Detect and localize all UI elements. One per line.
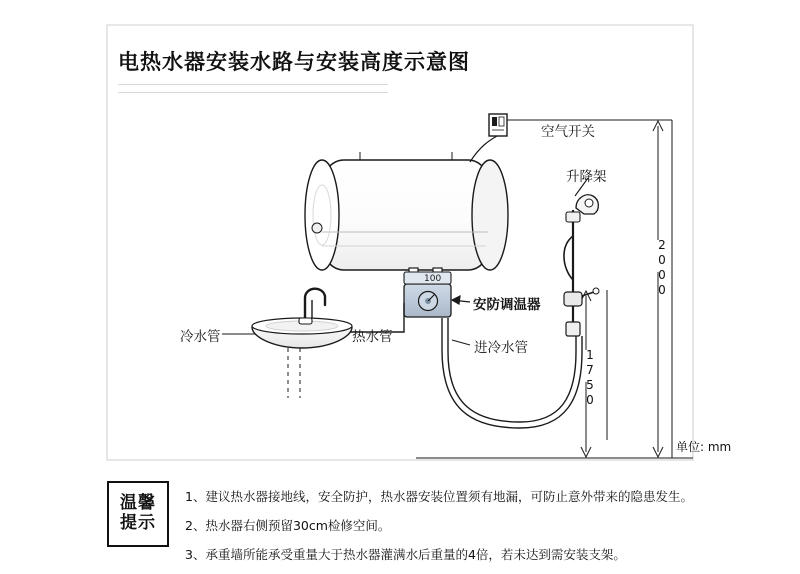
label-inlet-cold-water-pipe: 进冷水管 — [474, 340, 528, 356]
tips-badge-line2: 提示 — [120, 513, 156, 533]
label-lift-bracket: 升降架 — [566, 169, 607, 185]
tips-note-item: 1、建议热水器接地线，安全防护，热水器安装位置须有地漏，可防止意外带来的隐患发生。 — [185, 489, 693, 504]
label-air-switch: 空气开关 — [541, 124, 595, 140]
dimension-label-1750: 1750 — [583, 348, 597, 408]
tips-badge — [107, 481, 169, 547]
dimension-label-2000: 2000 — [655, 238, 669, 298]
label-hot-water-pipe: 热水管 — [352, 329, 393, 345]
shower-lift-bracket — [564, 195, 599, 336]
tips-note-item: 2、热水器右侧预留30cm检修空间。 — [185, 518, 391, 533]
water-heater-tank — [305, 152, 508, 270]
tips-notes — [185, 487, 745, 574]
label-cold-water-pipe: 冷水管 — [180, 329, 221, 345]
valve-marking-100: 100 — [424, 274, 442, 284]
drain-lines — [288, 348, 300, 398]
valve-pointer — [452, 296, 470, 304]
air-switch-icon — [489, 114, 507, 136]
label-safety-thermostat: 安防调温器 — [473, 297, 541, 313]
page-title: 电热水器安装水路与安装高度示意图 — [118, 50, 470, 74]
unit-note: 单位: mm — [676, 440, 732, 454]
tips-badge-line1: 温馨 — [120, 493, 156, 514]
tips-note-item: 3、承重墙所能承受重量大于热水器灌满水后重量的4倍，若未达到需安装支架。 — [185, 547, 626, 562]
